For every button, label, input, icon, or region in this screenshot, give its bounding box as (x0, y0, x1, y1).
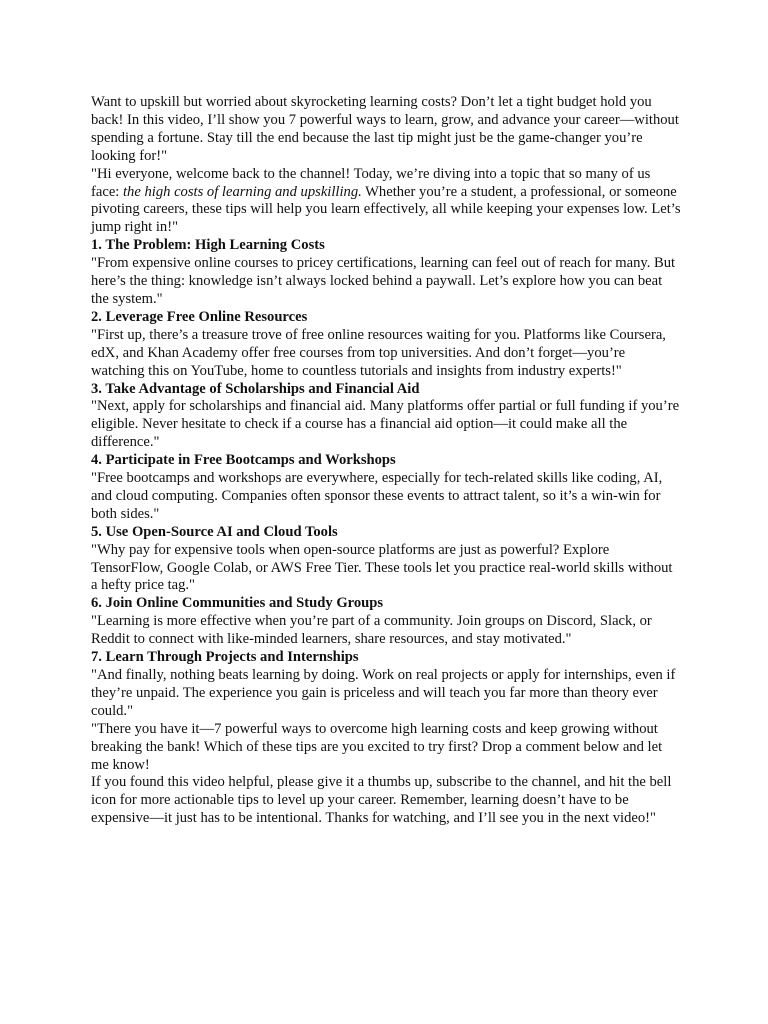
section-2-heading: 2. Leverage Free Online Resources (91, 308, 308, 325)
document-page (91, 94, 681, 828)
welcome-text-after: Whether you’re a student, a professional, or someone pivoting careers, these tips will help you learn effectively, all while keeping your expenses low. Let’s jump right in!" (91, 183, 681, 236)
section-2-body: "First up, there’s a treasure trove of free online resources waiting for you. Platforms like Coursera, edX, and Khan Academy offer free courses from top universities. And don’t forget—you’re watching this on YouTube, home to countless tutorials and insights from industry experts!" (91, 326, 666, 379)
section-7-heading: 7. Learn Through Projects and Internships (91, 649, 359, 666)
closing-paragraph: If you found this video helpful, please give it a thumbs up, subscribe to the channel, and hit the bell icon for more actionable tips to level up your career. Remember, learning doesn’t have to be expensive—it just has to be intentional. Thanks for watching, and I’ll see you in the next video!" (91, 774, 672, 827)
section-6-heading: 6. Join Online Communities and Study Groups (91, 595, 384, 612)
section-6-body: "Learning is more effective when you’re part of a community. Join groups on Discord, Slack, or Reddit to connect with like-minded learners, share resources, and stay motivated." (91, 613, 652, 648)
welcome-text-before: "Hi everyone, welcome back to the channel! Today, we’re diving into a topic that so many of us face: (91, 165, 651, 200)
section-4-heading: 4. Participate in Free Bootcamps and Workshops (91, 452, 396, 469)
section-1-body: "From expensive online courses to pricey certifications, learning can feel out of reach for many. But here’s the thing: knowledge isn’t always locked behind a paywall. Let’s explore how you can beat the system." (91, 255, 676, 307)
welcome-paragraph (91, 166, 681, 238)
outro-paragraph: "There you have it—7 powerful ways to overcome high learning costs and keep growing without breaking the bank! Which of these tips are you excited to try first? Drop a comment below and let me know! (91, 720, 663, 773)
section-5-body: "Why pay for expensive tools when open-source platforms are just as powerful? Explore TensorFlow, Google Colab, or AWS Free Tier. These tools let you practice real-world skills without a hefty price tag." (91, 541, 673, 594)
intro-paragraph: Want to upskill but worried about skyrocketing learning costs? Don’t let a tight budget hold you back! In this video, I’ll show you 7 powerful ways to learn, grow, and advance your career—without spending a fortune. Stay till the end because the last tip might just be the game-changer you’re looking for!" (91, 94, 679, 164)
section-5-heading: 5. Use Open-Source AI and Cloud Tools (91, 523, 338, 540)
section-3-body: "Next, apply for scholarships and financial aid. Many platforms offer partial or full funding if you’re eligible. Never hesitate to check if a course has a financial aid option—it could make all the difference." (91, 398, 680, 451)
section-3-heading: 3. Take Advantage of Scholarships and Financial Aid (91, 380, 420, 397)
section-1-heading: 1. The Problem: High Learning Costs (91, 237, 325, 254)
section-7-body: "And finally, nothing beats learning by doing. Work on real projects or apply for internships, even if they’re unpaid. The experience you gain is priceless and will teach you far more than theory ever could." (91, 667, 676, 719)
section-4-body: "Free bootcamps and workshops are everywhere, especially for tech-related skills like coding, AI, and cloud computing. Companies often sponsor these events to attract talent, so it’s a win-win for both sides." (91, 470, 663, 522)
welcome-emphasis: the high costs of learning and upskilling. (123, 183, 362, 200)
